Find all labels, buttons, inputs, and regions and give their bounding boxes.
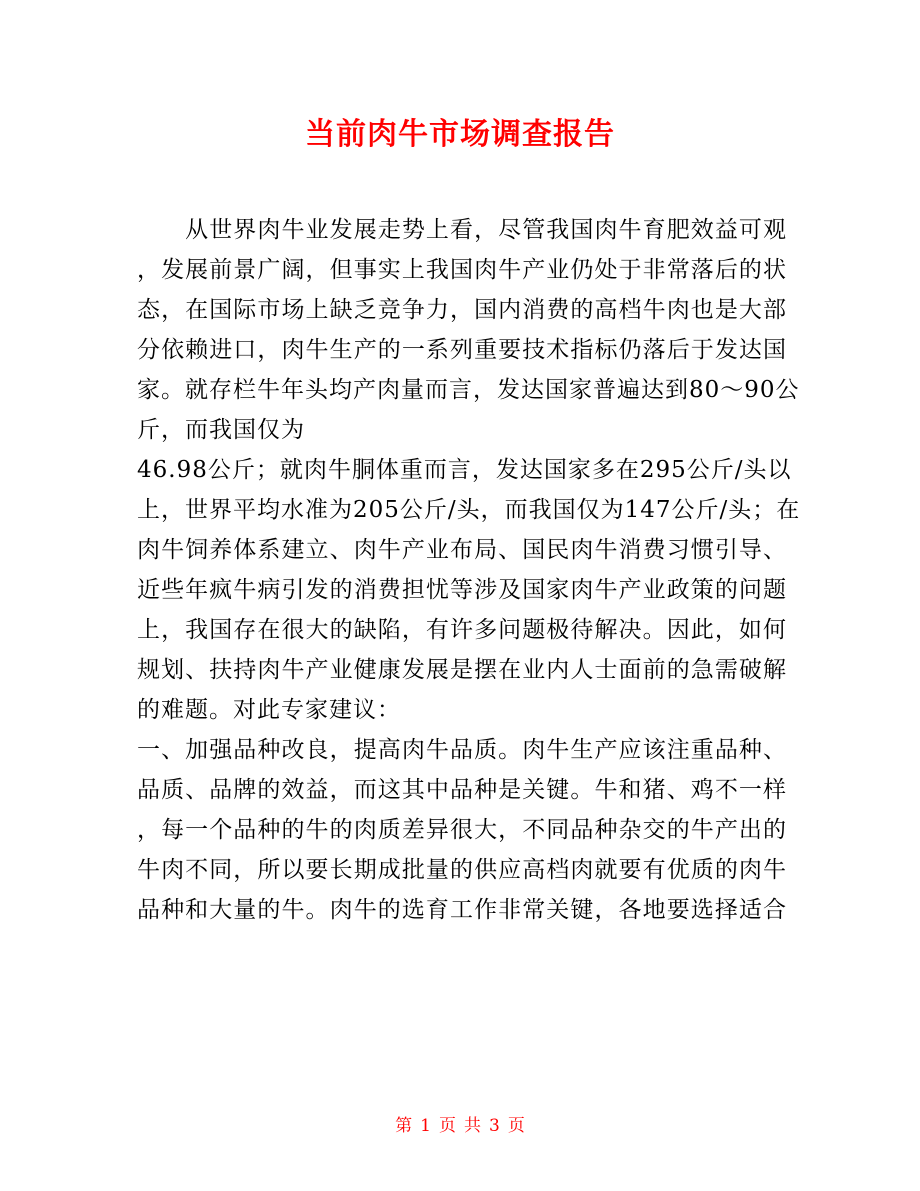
- body-line: 上，世界平均水准为205公斤/头，而我国仅为147公斤/头；在: [137, 497, 801, 523]
- body-line: 家。就存栏牛年头均产肉量而言，发达国家普遍达到80～90公: [137, 377, 800, 403]
- body-line: 从世界肉牛业发展走势上看，尽管我国肉牛育肥效益可观: [137, 217, 787, 243]
- body-line: 品种和大量的牛。肉牛的选育工作非常关键，各地要选择适合: [137, 897, 787, 923]
- body-line: 46.98公斤；就肉牛胴体重而言，发达国家多在295公斤/头以: [137, 457, 792, 483]
- body-line: 规划、扶持肉牛产业健康发展是摆在业内人士面前的急需破解: [137, 657, 787, 683]
- body-line: 牛肉不同，所以要长期成批量的供应高档肉就要有优质的肉牛: [137, 857, 787, 883]
- body-line: 一、加强品种改良，提高肉牛品质。肉牛生产应该注重品种、: [137, 737, 787, 763]
- footer-total-prefix: 共: [464, 1116, 481, 1136]
- body-line: 品质、品牌的效益，而这其中品种是关键。牛和猪、鸡不一样: [137, 777, 787, 803]
- body-line: 的难题。对此专家建议：: [137, 697, 401, 723]
- body-line: 态，在国际市场上缺乏竞争力，国内消费的高档牛肉也是大部: [137, 297, 787, 323]
- document-title: 当前肉牛市场调查报告: [305, 117, 615, 152]
- page-footer: [0, 1112, 920, 1140]
- body-line: ，每一个品种的牛的肉质差异很大，不同品种杂交的牛产出的: [137, 817, 787, 843]
- footer-total-pages: 3: [489, 1116, 500, 1136]
- body-line: 肉牛饲养体系建立、肉牛产业布局、国民肉牛消费习惯引导、: [137, 537, 787, 563]
- body-line: 上，我国存在很大的缺陷，有许多问题极待解决。因此，如何: [137, 617, 787, 643]
- footer-page-word: 页: [439, 1116, 456, 1136]
- footer-page-number: 1: [420, 1116, 431, 1136]
- footer-page-prefix: 第: [395, 1116, 413, 1136]
- body-line: 斤，而我国仅为: [137, 417, 305, 443]
- body-line: 近些年疯牛病引发的消费担忧等涉及国家肉牛产业政策的问题: [137, 577, 787, 603]
- body-line: ，发展前景广阔，但事实上我国肉牛产业仍处于非常落后的状: [137, 257, 787, 283]
- body-line: 分依赖进口，肉牛生产的一系列重要技术指标仍落后于发达国: [137, 337, 787, 363]
- footer-total-word: 页: [507, 1116, 525, 1136]
